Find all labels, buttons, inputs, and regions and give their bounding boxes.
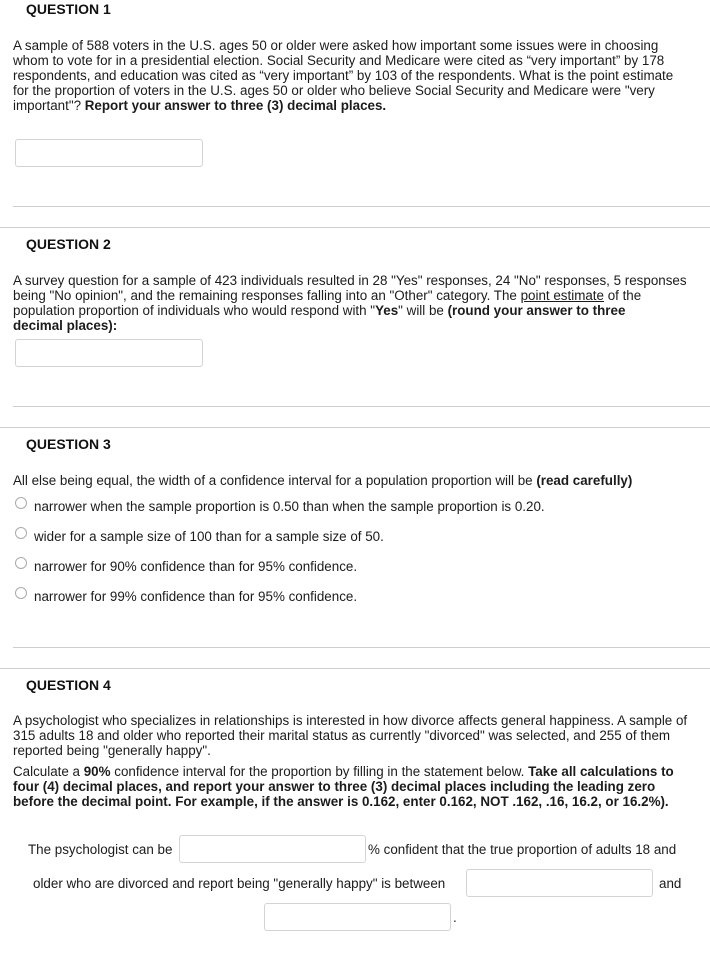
point-estimate-link[interactable]: point estimate <box>520 288 604 303</box>
divider <box>0 227 710 228</box>
q4-line: reported being "generally happy". <box>13 743 211 758</box>
question-4-text <box>13 713 703 758</box>
question-1-answer-input[interactable] <box>15 139 203 167</box>
q1-line: important"? Report your answer to three (3) decimal places. <box>13 98 387 113</box>
radio-button[interactable] <box>15 587 27 599</box>
q4-line: 315 adults 18 and older who reported their marital status as currently "divorced" was selected, and 255 of them <box>13 728 671 743</box>
statement-text: % confident that the true proportion of adults 18 and <box>368 842 677 857</box>
statement-text: The psychologist can be <box>28 842 173 857</box>
q4-line: A psychologist who specializes in relationships is interested in how divorce affects general happiness. A sample of <box>13 713 688 728</box>
divider <box>13 647 710 648</box>
lower-bound-input[interactable] <box>466 869 653 897</box>
question-3-prompt: All else being equal, the width of a confidence interval for a population proportion will be (read carefully) <box>13 473 633 488</box>
confidence-level-input[interactable] <box>179 835 366 863</box>
radio-button[interactable] <box>15 557 27 569</box>
q2-line: being "No opinion", and the remaining responses falling into an "Other" category. The point estimate of the <box>13 288 642 303</box>
question-4-instructions <box>13 764 703 809</box>
q1-line: for the proportion of voters in the U.S. ages 50 or older who believe Social Security and Medicare were "very <box>13 83 655 98</box>
question-3-option-1[interactable] <box>13 497 613 519</box>
statement-text: older who are divorced and report being "generally happy" is between <box>33 876 446 891</box>
question-3-option-4[interactable] <box>13 587 613 609</box>
question-1-text <box>13 38 703 113</box>
question-4-title: QUESTION 4 <box>26 677 111 693</box>
q1-line: respondents, and education was cited as “very important” by 103 of the respondents. What is the point estimate <box>13 68 674 83</box>
q2-line: population proportion of individuals who would respond with "Yes" will be (round your answer to three <box>13 303 626 318</box>
option-label: narrower for 90% confidence than for 95% confidence. <box>34 559 358 574</box>
q1-line: whom to vote for in a presidential election. Social Security and Medicare were cited as “very important” by 178 <box>13 53 665 68</box>
radio-button[interactable] <box>15 497 27 509</box>
statement-text: and <box>659 876 682 891</box>
question-2-text <box>13 273 703 333</box>
q2-line: decimal places): <box>13 318 118 333</box>
divider <box>13 206 710 207</box>
question-3-option-2[interactable] <box>13 527 613 549</box>
divider <box>0 427 710 428</box>
radio-button[interactable] <box>15 527 27 539</box>
question-3-title: QUESTION 3 <box>26 436 111 452</box>
q4-line: Calculate a 90% confidence interval for the proportion by filling in the statement below. Take all calculations to <box>13 764 674 779</box>
q4-line: before the decimal point. For example, if the answer is 0.162, enter 0.162, NOT .162, .16, 16.2, or 16.2%). <box>13 794 669 809</box>
q1-line: A sample of 588 voters in the U.S. ages 50 or older were asked how important some issues were in choosing <box>13 38 659 53</box>
option-label: narrower when the sample proportion is 0.50 than when the sample proportion is 0.20. <box>34 499 545 514</box>
option-label: wider for a sample size of 100 than for a sample size of 50. <box>34 529 384 544</box>
question-1-title: QUESTION 1 <box>26 1 111 17</box>
question-2-title: QUESTION 2 <box>26 236 111 252</box>
divider <box>0 668 710 669</box>
divider <box>13 406 710 407</box>
q4-line: four (4) decimal places, and report your answer to three (3) decimal places including the leading zero <box>13 779 656 794</box>
q2-line: A survey question for a sample of 423 individuals resulted in 28 "Yes" responses, 24 "No" responses, 5 responses <box>13 273 687 288</box>
statement-period: . <box>453 910 457 925</box>
question-2-answer-input[interactable] <box>15 339 203 367</box>
upper-bound-input[interactable] <box>264 903 451 931</box>
option-label: narrower for 99% confidence than for 95% confidence. <box>34 589 358 604</box>
question-3-option-3[interactable] <box>13 557 613 579</box>
